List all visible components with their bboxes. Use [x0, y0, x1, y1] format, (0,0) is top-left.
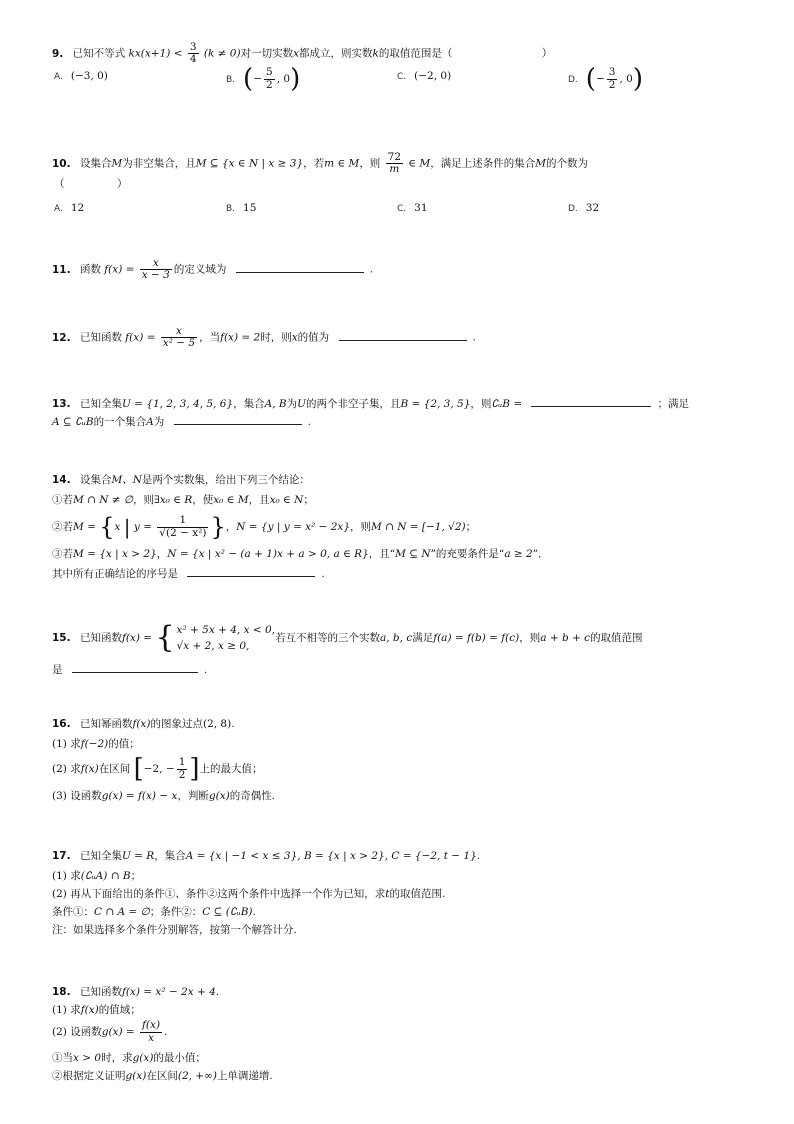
- question-13: 13. 已知全集U = {1, 2, 3, 4, 5, 6}，集合A, B为U的两个非空子集，且B = {2, 3, 5}，则∁ᵤB = ；满足 A ⊆ ∁ᵤB的一个集合A为 .: [52, 392, 754, 432]
- answer-blank-2[interactable]: [174, 412, 302, 425]
- question-17: 17. 已知全集U = R，集合A = {x | −1 < x ≤ 3}, B = {x | x > 2}, C = {−2, t − 1}. (1) 求(∁ᵤA) ∩ B； (2) 再从下面给出的条件①、条件②这两个条件中选择一个作为已知，求t的取值范围. 条件①：C ∩ A = ∅；条件②：C ⊆ (∁ᵤB). 注：如果选择多个条件分别解答，按第一个解答计分.: [52, 850, 481, 936]
- question-10: [52, 144, 754, 220]
- option-a[interactable]: A. (−3, 0): [54, 70, 108, 82]
- fraction: $\frac{3}{4}$: [189, 41, 197, 66]
- question-14: 14. 设集合M、N是两个实数集，给出下列三个结论： ①若M ∩ N ≠ ∅，则∃x₀ ∈ R，使x₀ ∈ M，且x₀ ∈ N； ②若M = {x | y = $\frac{1}{\text{√(2 − x²)}}$ }，N = {y | y = x² − 2x}，则M ∩ N = [−1, √2)； ③若M = {x | x > 2}，N = {x | x² − (a + 1)x + a > 0, a ∈ R}，且“M ⊆ N”的充要条件是“a ≥ 2”． 其中所有正确结论的序号是 .: [52, 474, 549, 580]
- question-number: 9.: [52, 47, 64, 60]
- question-9-stem: 9. 已知不等式 kx(x+1) < $\frac{3}{4}$ (k ≠ 0)对一切实数x都成立，则实数k的取值范围是（ ）: [52, 41, 553, 66]
- answer-blank-1[interactable]: [531, 394, 651, 407]
- answer-blank[interactable]: [339, 328, 467, 341]
- question-10-paren: （ ）: [54, 178, 128, 190]
- option-b[interactable]: B. 15: [226, 202, 257, 214]
- option-a[interactable]: A. 12: [54, 202, 85, 214]
- question-11: 11. 函数 f(x) = $\frac{x}{x - 3}$ 的定义域为 .: [52, 257, 374, 282]
- option-b[interactable]: B. (− $\frac{5}{2}$ , 0): [226, 64, 301, 94]
- option-d[interactable]: D. 32: [568, 202, 600, 214]
- option-d[interactable]: D. (− $\frac{3}{2}$ , 0): [568, 64, 643, 94]
- piecewise-cases: x² + 5x + 4, x < 0, √x + 2, x ≥ 0,: [176, 624, 275, 652]
- option-c[interactable]: C. 31: [397, 202, 428, 214]
- answer-blank[interactable]: [187, 564, 315, 577]
- question-12: 12. 已知函数 f(x) = $\frac{x}{\text{x² − 5}}$ ，当f(x) = 2时，则x的值为 .: [52, 325, 476, 350]
- question-16: 16. 已知幂函数f(x)的图象过点(2, 8). (1) 求f(−2)的值； (2) 求f(x)在区间 [−2, − $\frac{1}{2}$ ]上的最大值； (3) 设函数g(x) = f(x) − x，判断g(x)的奇偶性.: [52, 718, 276, 802]
- answer-blank[interactable]: [72, 660, 198, 673]
- answer-blank[interactable]: [236, 260, 364, 273]
- question-15: 15. 已知函数f(x) = { x² + 5x + 4, x < 0, √x + 2, x ≥ 0, 若互不相等的三个实数a, b, c满足f(a) = f(b) = f(c)，则a + b + c的取值范围 是 .: [52, 620, 643, 676]
- question-9: [52, 40, 754, 104]
- question-18: 18. 已知函数f(x) = x² − 2x + 4. (1) 求f(x)的值域； (2) 设函数g(x) = $\frac{f(x)}{x}$ . ①当x > 0时，求g(x)的最小值； ②根据定义证明g(x)在区间(2, +∞)上单调递增.: [52, 986, 273, 1082]
- question-10-stem: 10. 设集合M为非空集合，且M ⊆ {x ∈ N | x ≥ 3}，若m ∈ M，则 $\frac{72}{m}$ ∈ M，满足上述条件的集合M的个数为: [52, 151, 589, 176]
- option-c[interactable]: C. (−2, 0): [397, 70, 452, 82]
